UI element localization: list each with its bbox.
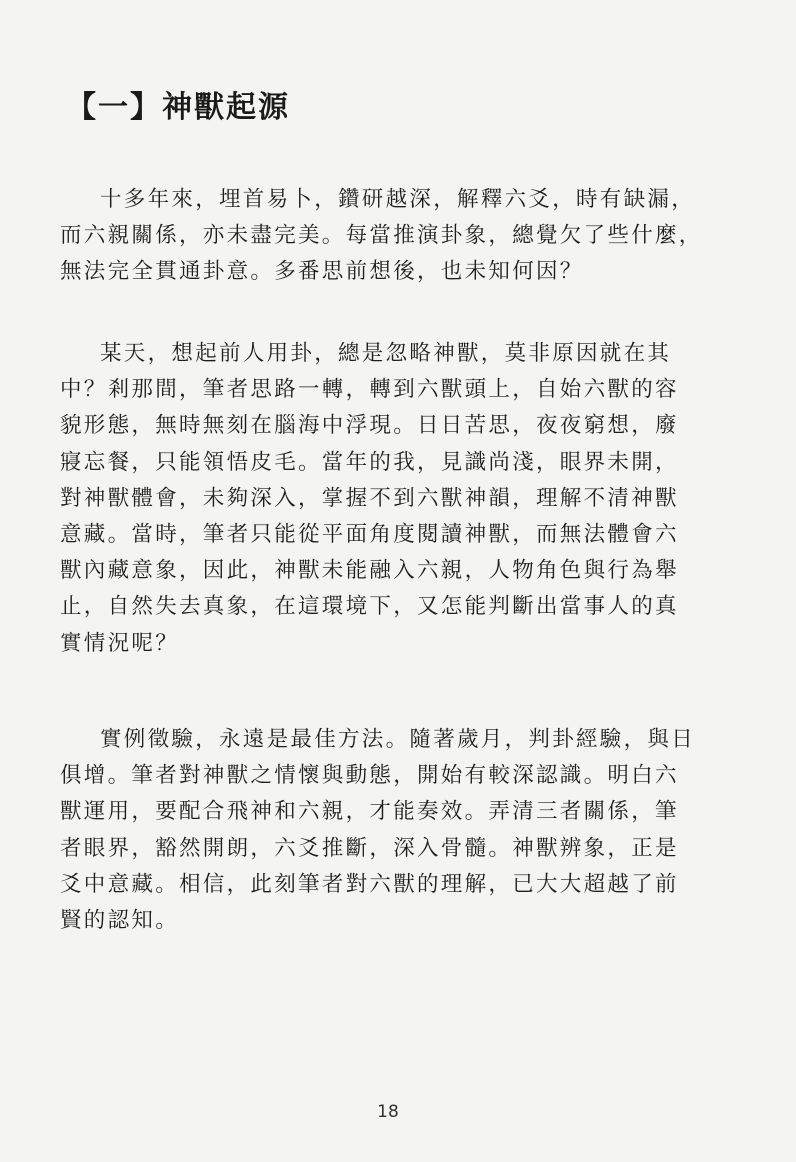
- text-line: 獸運用，要配合飛神和六親，才能奏效。弄清三者關係，筆: [60, 799, 679, 825]
- text-line: 無法完全貫通卦意。多番思前想後，也未知何因？: [60, 259, 584, 285]
- text-line: 實例徵驗，永遠是最佳方法。隨著歲月，判卦經驗，與日: [100, 727, 696, 752]
- text-line: 十多年來，埋首易卜，鑽研越深，解釋六爻，時有缺漏，: [100, 187, 696, 212]
- text-line: 意藏。當時，筆者只能從平面角度閱讀神獸，而無法體會六: [60, 521, 679, 547]
- text-line: 爻中意藏。相信，此刻筆者對六獸的理解，已大大超越了前: [60, 871, 679, 897]
- text-line: 貌形態，無時無刻在腦海中浮現。日日苦思，夜夜窮想，廢: [60, 413, 679, 439]
- text-line: 者眼界，豁然開朗，六爻推斷，深入骨髓。神獸辨象，正是: [60, 835, 679, 861]
- page-number: 18: [377, 1102, 399, 1122]
- text-line: 止，自然失去真象，在這環境下，又怎能判斷出當事人的真: [60, 594, 679, 620]
- text-line: 獸內藏意象，因此，神獸未能融入六親，人物角色與行為舉: [60, 558, 679, 584]
- paragraph-2: [60, 336, 724, 662]
- text-line: 實情況呢？: [60, 630, 180, 656]
- text-line: 寢忘餐，只能領悟皮毛。當年的我，見識尚淺，眼界未開，: [60, 449, 679, 475]
- section-heading: 【一】神獸起源: [66, 90, 290, 125]
- paragraph-3: [60, 722, 724, 939]
- paragraph-1: [60, 182, 724, 291]
- text-line: 對神獸體會，未夠深入，掌握不到六獸神韻，理解不清神獸: [60, 485, 679, 511]
- text-line: 某天，想起前人用卦，總是忽略神獸，莫非原因就在其: [100, 341, 672, 366]
- text-line: 賢的認知。: [60, 907, 180, 933]
- text-line: 而六親關係，亦未盡完美。每當推演卦象，總覺欠了些什麼，: [60, 223, 703, 249]
- text-line: 俱增。筆者對神獸之情懷與動態，開始有較深認識。明白六: [60, 763, 679, 789]
- text-line: 中？剎那間，筆者思路一轉，轉到六獸頭上，自始六獸的容: [60, 377, 679, 403]
